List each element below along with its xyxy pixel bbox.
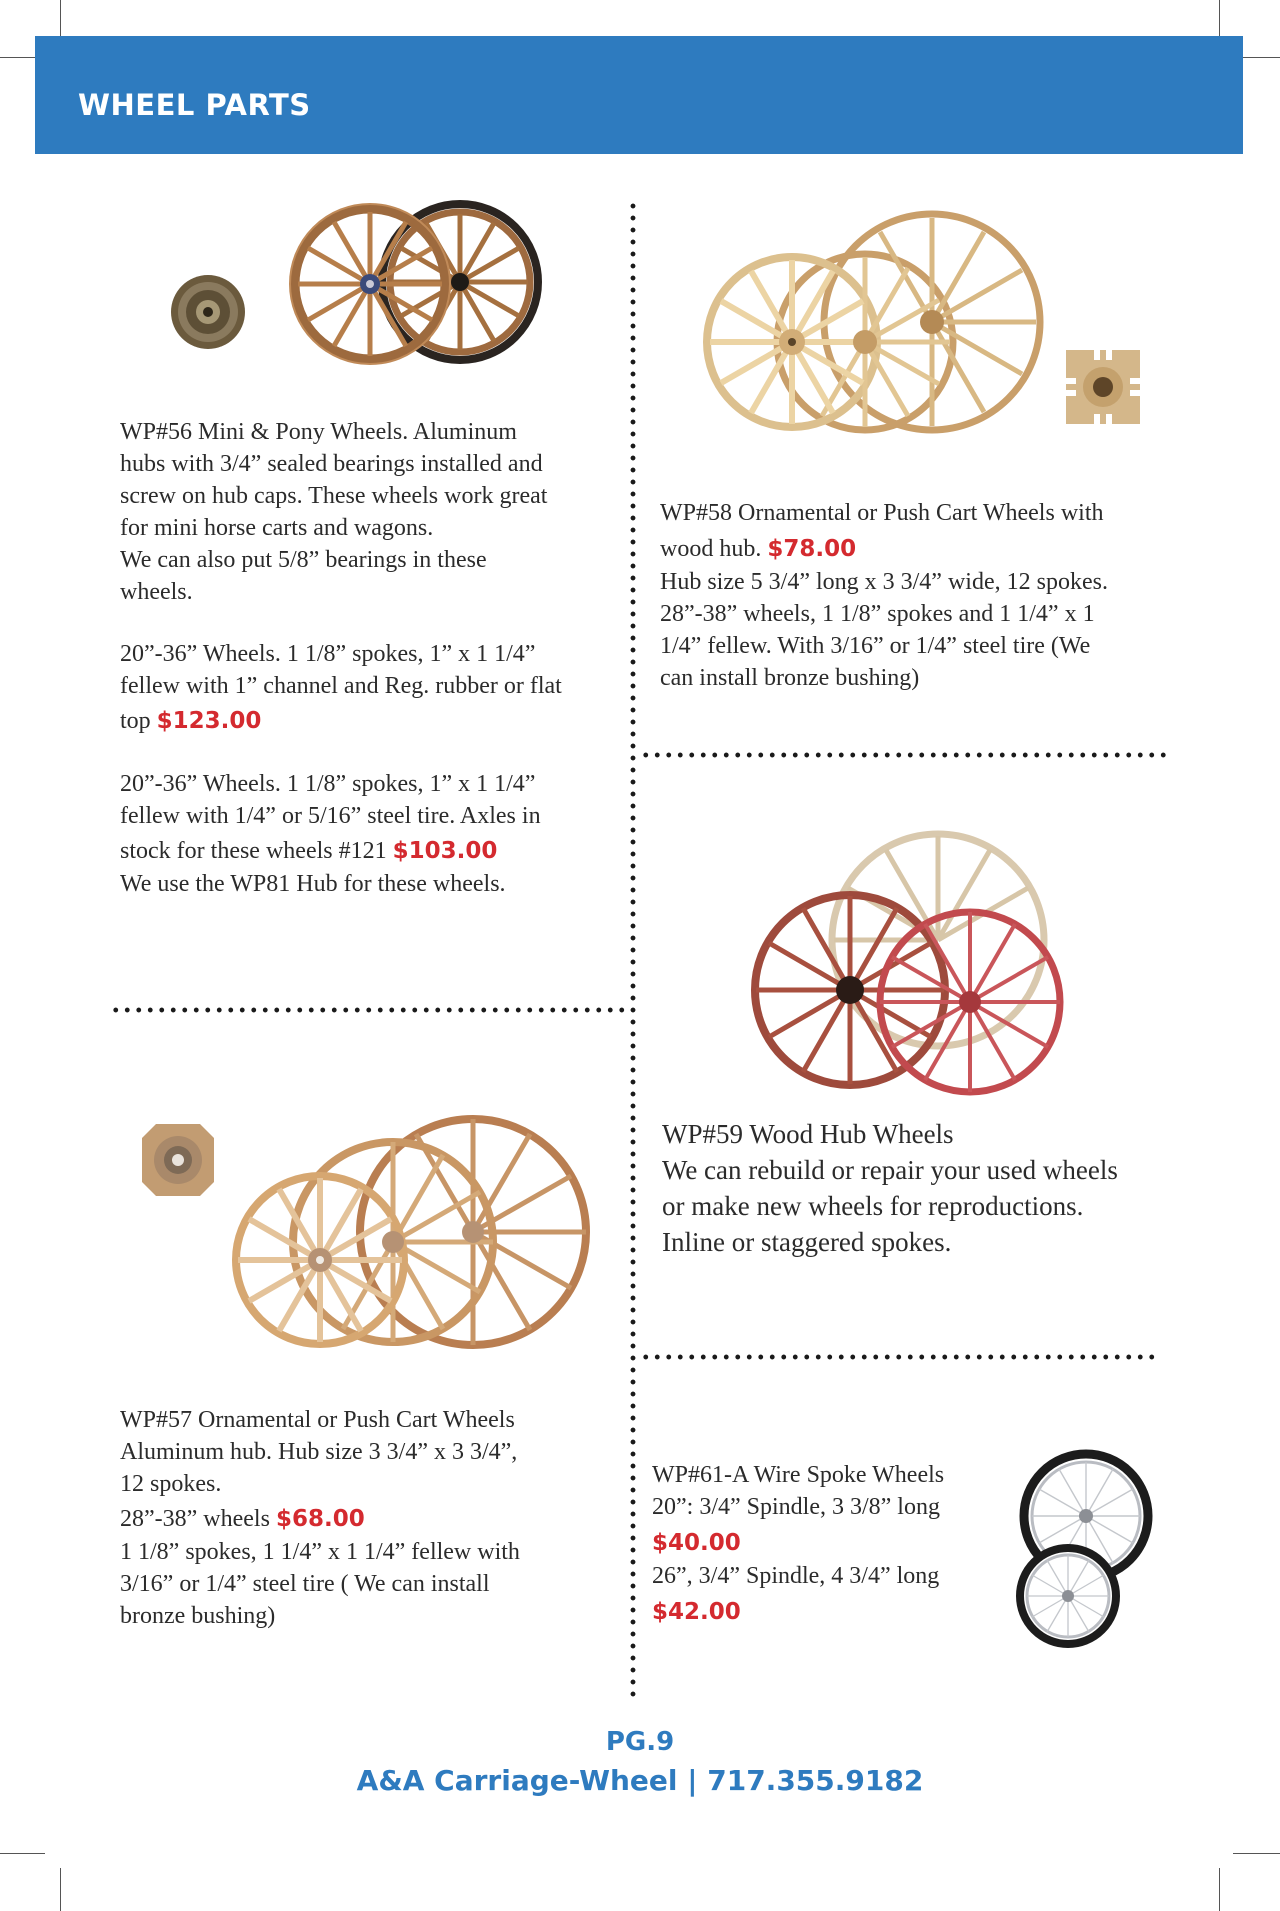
section-divider [640,1354,1160,1360]
wp56-option1-price: $123.00 [156,708,262,734]
column-divider [630,200,636,1700]
wire-spoke-wheels-image [1016,1448,1156,1648]
aluminum-hub-image [138,1120,218,1200]
wp61a-price2-line [652,1596,741,1628]
wp59-desc-line: or make new wheels for reproductions. [662,1191,1084,1221]
wp56-desc-line: We can also put 5/8” bearings in these [120,547,487,573]
wp58-price-line [660,533,856,565]
company-contact-line: A&A Carriage-Wheel | 717.355.9182 [356,1764,924,1797]
wp56-option1-line: fellew with 1” channel and Reg. rubber or flat [120,673,562,699]
wp56-option2-text: stock for these wheels #121 [120,838,393,864]
wp59-desc-line: We can rebuild or repair your used wheels [662,1155,1118,1185]
wp56-option1-price-line [120,705,261,737]
wp58-price: $78.00 [767,536,857,562]
wp56-desc-line: screw on hub caps. These wheels work great [120,483,548,509]
wp58-desc-line: Hub size 5 3/4” long x 3 3/4” wide, 12 spokes. [660,569,1108,595]
wp57-price: $68.00 [275,1506,365,1532]
aluminum-hub-cap-image [168,272,248,352]
section-divider [640,752,1168,758]
wp56-option2-price: $103.00 [392,838,498,864]
wp61a-price2: $42.00 [652,1599,741,1625]
wood-hub-image [1062,346,1144,428]
wp57-price-line [120,1503,365,1535]
wp56-desc-line: for mini horse carts and wagons. [120,515,434,541]
wp56-title: WP#56 Mini & Pony Wheels. Aluminum [120,419,517,445]
wp58-desc-line: 1/4” fellew. With 3/16” or 1/4” steel tire (We [660,633,1091,659]
wp56-option2-line: 20”-36” Wheels. 1 1/8” spokes, 1” x 1 1/4” [120,771,536,797]
mini-pony-wheels-image [290,198,540,366]
wp57-desc-line: 12 spokes. [120,1471,222,1497]
wp61a-price1: $40.00 [652,1530,741,1556]
ornamental-wood-wheels-image [700,212,1045,440]
page-number: PG.9 [605,1727,675,1757]
wp57-desc-line: 3/16” or 1/4” steel tire ( We can install [120,1571,490,1597]
wp57-title: WP#57 Ornamental or Push Cart Wheels [120,1407,515,1433]
wood-hub-wheels-image [748,830,1073,1100]
wp56-option1-text: top [120,708,157,734]
wp58-desc-line: can install bronze bushing) [660,665,920,691]
ornamental-push-cart-wheels-image [228,1110,598,1350]
wp56-option2-note: We use the WP81 Hub for these wheels. [120,871,506,897]
crop-mark [0,1853,45,1854]
wp61a-line2: 26”, 3/4” Spindle, 4 3/4” long [652,1563,940,1589]
wp56-option1-line: 20”-36” Wheels. 1 1/8” spokes, 1” x 1 1/4” [120,641,536,667]
wp56-option2-price-line [120,835,497,867]
crop-mark [1219,1868,1220,1911]
wp58-title-last: wood hub. [660,536,768,562]
wp59-desc-line: Inline or staggered spokes. [662,1227,952,1257]
crop-mark [1233,1853,1280,1854]
section-divider [110,1007,630,1013]
wp57-size-text: 28”-38” wheels [120,1506,276,1532]
wp59-title: WP#59 Wood Hub Wheels [662,1119,954,1149]
wp58-title: WP#58 Ornamental or Push Cart Wheels with [660,500,1104,526]
wp61a-line1: 20”: 3/4” Spindle, 3 3/8” long [652,1494,940,1520]
wp56-option2-line: fellew with 1/4” or 5/16” steel tire. Axles in [120,803,541,829]
wp61a-title: WP#61-A Wire Spoke Wheels [652,1462,945,1488]
page-title: WHEEL PARTS [78,88,311,122]
wp56-desc-line: hubs with 3/4” sealed bearings installed and [120,451,543,477]
wp58-desc-line: 28”-38” wheels, 1 1/8” spokes and 1 1/4” x 1 [660,601,1095,627]
wp57-desc-line: 1 1/8” spokes, 1 1/4” x 1 1/4” fellew with [120,1539,520,1565]
crop-mark [60,1868,61,1911]
wp57-desc-line: Aluminum hub. Hub size 3 3/4” x 3 3/4”, [120,1439,518,1465]
wp56-desc-line: wheels. [120,579,193,605]
wp57-desc-line: bronze bushing) [120,1603,276,1629]
wp61a-price1-line [652,1527,741,1559]
